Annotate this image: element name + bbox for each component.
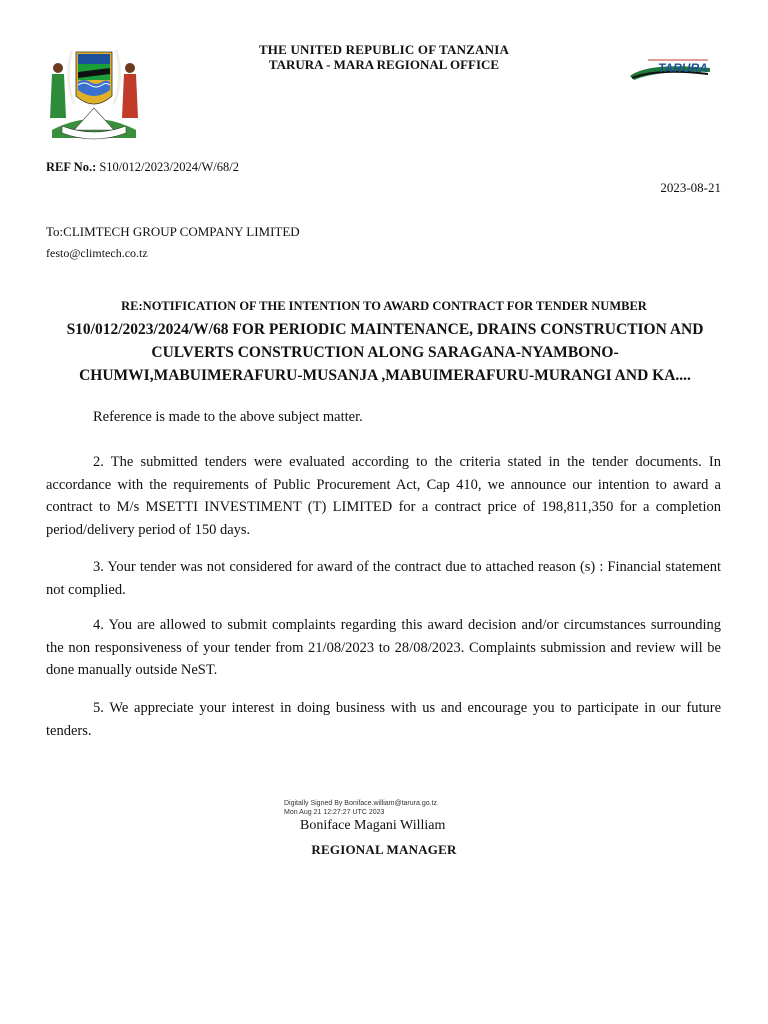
- subject-line-3: CHUMWI,MABUIMERAFURU-MUSANJA ,MABUIMERAFURU-MURANGI AND KA....: [79, 367, 691, 384]
- recipient-name: To:CLIMTECH GROUP COMPANY LIMITED: [46, 224, 300, 239]
- subject-line-2: CULVERTS CONSTRUCTION ALONG SARAGANA-NYAMBONO-: [151, 344, 619, 361]
- paragraph-1: Reference is made to the above subject matter.: [93, 409, 363, 425]
- digital-signature-stamp: [284, 799, 437, 817]
- office-heading: TARURA - MARA REGIONAL OFFICE: [268, 57, 500, 72]
- paragraph-2: 2. The submitted tenders were evaluated according to the criteria stated in the tender documents. In accordance with the requirements of Public Procurement Act, Cap 410, we announce our intention to award a contract to M/s MSETTI INVESTIMENT (T) LIMITED for a contract price of 198,811,350 for a completion period/delivery period of 150 days.: [46, 454, 721, 538]
- recipient-email: festo@climtech.co.tz: [46, 246, 148, 260]
- paragraph-3: 3. Your tender was not considered for award of the contract due to attached reason (s) : Financial statement not complied.: [46, 559, 721, 598]
- signature-stamp-line-1: Digitally Signed By Boniface.william@tarura.go.tz: [284, 800, 438, 807]
- reference-value: S10/012/2023/2024/W/68/2: [99, 160, 239, 174]
- country-heading: THE UNITED REPUBLIC OF TANZANIA: [258, 42, 510, 57]
- subject-line-1: S10/012/2023/2024/W/68 FOR PERIODIC MAINTENANCE, DRAINS CONSTRUCTION AND: [66, 321, 704, 338]
- paragraph-4: 4. You are allowed to submit complaints regarding this award decision and/or circumstances surrounding the non responsiveness of your tender from 21/08/2023 to 28/08/2023. Complaints submission and review will be done manually outside NeST.: [46, 617, 721, 678]
- letter-date: 2023-08-21: [660, 180, 721, 195]
- signatory-name: Boniface Magani William: [300, 818, 446, 833]
- reference-label: REF No.:: [46, 160, 97, 174]
- signature-stamp-line-2: Mon Aug 21 12:27:27 UTC 2023: [284, 809, 385, 816]
- signatory-title: REGIONAL MANAGER: [311, 842, 457, 857]
- subject-heading: [50, 318, 720, 387]
- svg-text:TARURA: TARURA: [658, 61, 708, 75]
- subject-re-line: RE:NOTIFICATION OF THE INTENTION TO AWARD CONTRACT FOR TENDER NUMBER: [121, 299, 647, 313]
- reference-number: [46, 160, 239, 175]
- paragraph-5: 5. We appreciate your interest in doing business with us and encourage you to participate in our future tenders.: [46, 700, 721, 739]
